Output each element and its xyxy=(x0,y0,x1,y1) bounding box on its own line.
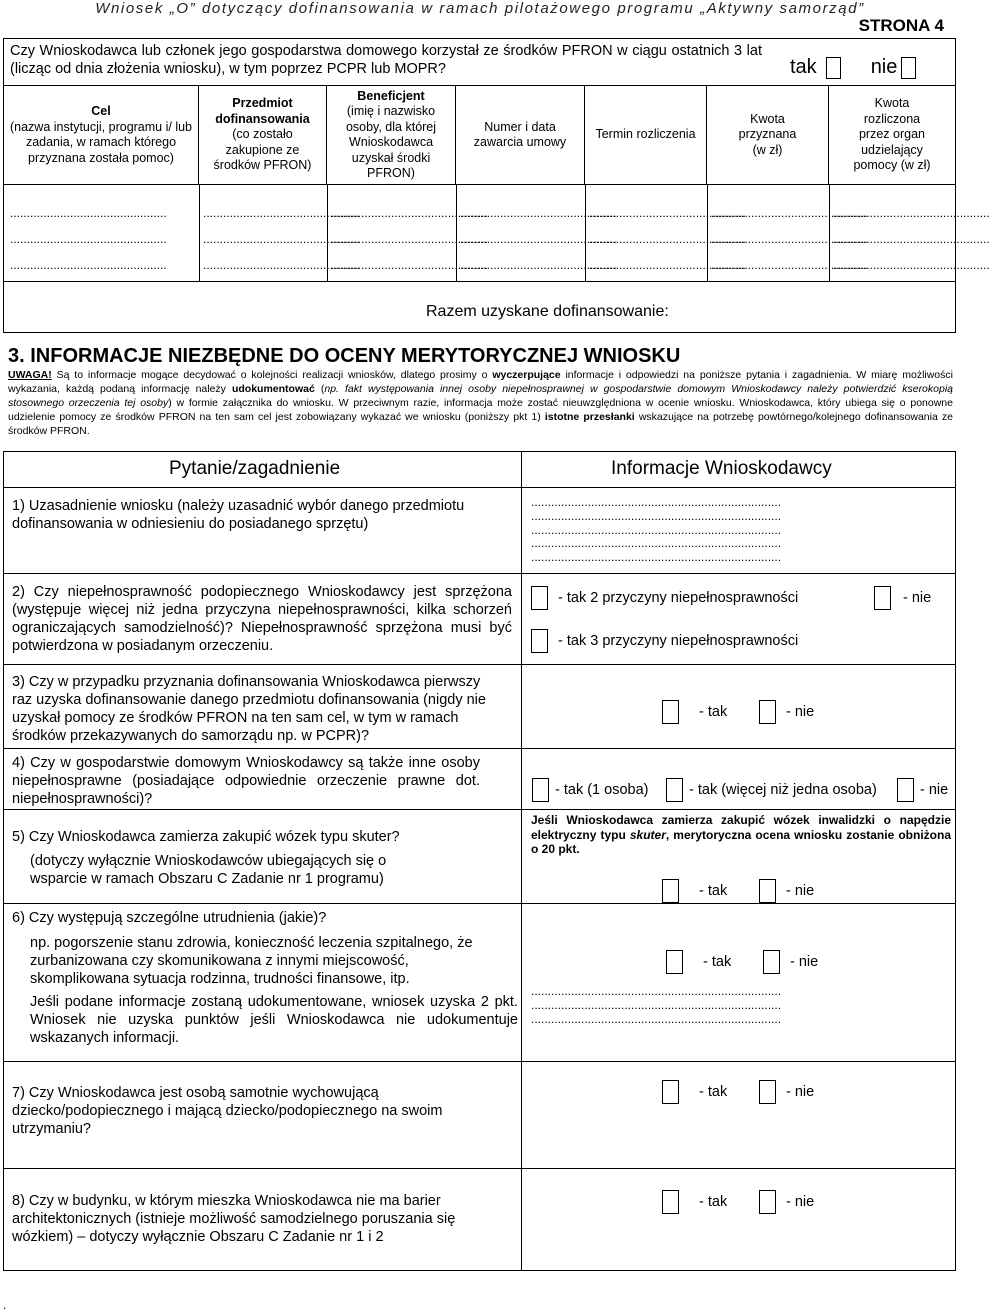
top-question-text: Czy Wnioskodawca lub członek jego gospodarstwa domowego korzystał ze środków PFRON w ciągu ostatnich 3 lat (licząc od dnia złożenia wniosku), w tym poprzez PCPR lub MOPR? xyxy=(10,43,762,77)
cel-entries[interactable]: ............................................... ............................................... ............................................... xyxy=(10,206,167,272)
q3-option-tak[interactable]: - tak xyxy=(662,700,727,724)
question-6-example: np. pogorszenie stanu zdrowia, konieczność leczenia szpitalnego, że zurbanizowana czy skomunikowana z innymi miejscowość, skomplikowana sytuacja rodzinna, trudności finansowe, itp. xyxy=(30,935,473,987)
checkbox[interactable] xyxy=(662,1080,679,1104)
no-checkbox[interactable] xyxy=(901,57,916,79)
q7-option-tak[interactable]: - tak xyxy=(662,1080,727,1104)
q2-option-nie[interactable]: - nie xyxy=(874,586,931,610)
top-question-box xyxy=(3,38,956,86)
total-label: Razem uzyskane dofinansowanie: xyxy=(426,303,669,320)
question-7: 7) Czy Wnioskodawca jest osobą samotnie wychowującą dziecko/podopiecznego i mającą dziecko/podopiecznego na swoim utrzymaniu? xyxy=(12,1085,443,1137)
column-header-przedmiot: Przedmiot dofinansowania (co zostało zakupione ze środków PFRON) xyxy=(199,86,327,184)
checkbox[interactable] xyxy=(531,586,548,610)
q8-option-tak[interactable]: - tak xyxy=(662,1190,727,1214)
kwota-przyznana-entries[interactable]: ............................................... ............................................... ............................................... xyxy=(711,206,868,272)
checkbox[interactable] xyxy=(662,700,679,724)
page-number: STRONA 4 xyxy=(858,16,944,35)
document-header: Wniosek „O” dotyczący dofinansowania w ramach pilotażowego programu „Aktywny samorząd” xyxy=(95,0,865,17)
q6-option-tak[interactable]: - tak xyxy=(666,950,731,974)
column-header-beneficjent: Beneficjent (imię i nazwisko osoby, dla której Wnioskodawca uzyskał środki PFRON) xyxy=(327,86,456,184)
przedmiot-entries[interactable]: ............................................... ............................................... ............................................... xyxy=(203,206,360,272)
section-title: 3. INFORMACJE NIEZBĘDNE DO OCENY MERYTORYCZNEJ WNIOSKU xyxy=(8,345,681,367)
checkbox[interactable] xyxy=(666,950,683,974)
q2-option-tak-3[interactable]: - tak 3 przyczyny niepełnosprawności xyxy=(531,629,798,653)
question-column-header: Pytanie/zagadnienie xyxy=(169,458,341,479)
checkbox[interactable] xyxy=(759,1190,776,1214)
q5-info: Jeśli Wnioskodawca zamierza zakupić wózek inwalidzki o napędzie elektryczny typu skuter, merytoryczna ocena wniosku zostanie obniżona o 20 pkt. xyxy=(531,813,951,856)
umowa-entries[interactable]: ............................................... ............................................... ............................................... xyxy=(460,206,617,272)
termin-entries[interactable]: ............................................... ............................................... ............................................... xyxy=(589,206,746,272)
kwota-rozliczona-entries[interactable]: ............................................... ............................................... ............................................... xyxy=(833,206,990,272)
question-5-note: (dotyczy wyłącznie Wnioskodawców ubiegających się o wsparcie w ramach Obszaru C Zadanie nr 1 programu) xyxy=(30,853,387,887)
section-notice: UWAGA! Są to informacje mogące decydować o kolejności realizacji wniosków, dlatego prosimy o wyczerpujące informacje i odpowiedzi na poniższe pytania i zagadnienia. W miarę możliwości wykazania, każdą podaną informację należy udokumentować (np. fakt występowania innej osoby niepełnosprawnej w gospodarstwie domowym Wnioskodawcy należy potwierdzić kserokopią stosownego orzeczenia tej osoby) w formie załącznika do wniosku. W przeciwnym razie, informacja może zostać nieuwzględniona w ocenie wniosku. Wnioskodawca, który ubiega się o ponowne udzielenie pomocy ze środków PFRON na ten sam cel jest zobowiązany wykazać we wniosku (poniższy pkt 1) istotne przesłanki wskazujące na potrzebę powtórnego/kolejnego dofinansowania ze środków PFRON. xyxy=(8,369,954,437)
checkbox[interactable] xyxy=(759,879,776,903)
top-question-options xyxy=(790,56,916,79)
column-title: Cel xyxy=(91,104,111,118)
beneficjent-entries[interactable]: ............................................... ............................................... ............................................... xyxy=(331,206,488,272)
checkbox[interactable] xyxy=(662,879,679,903)
question-8: 8) Czy w budynku, w którym mieszka Wnioskodawca nie ma barier architektonicznych (istnieje możliwość samodzielnego poruszania się wózkiem) – dotyczy wyłącznie Obszaru C Zadanie nr 1 i 2 xyxy=(12,1193,456,1245)
page-dot: . xyxy=(3,1298,7,1312)
q4-option-nie[interactable]: - nie xyxy=(897,778,948,802)
no-label: nie xyxy=(870,56,898,78)
column-header-cel: Cel (nazwa instytucji, programu i/ lub zadania, w ramach którego przyznana została pomoc) xyxy=(4,86,199,184)
checkbox[interactable] xyxy=(874,586,891,610)
q5-option-nie[interactable]: - nie xyxy=(759,879,814,903)
checkbox[interactable] xyxy=(531,629,548,653)
question-6-documentation: Jeśli podane informacje zostaną udokumentowane, wniosek uzyska 2 pkt. Wniosek nie uzyska punktów jeśli Wnioskodawca nie udokumentuje wskazanych informacji. xyxy=(30,994,518,1046)
q2-option-tak-2[interactable]: - tak 2 przyczyny niepełnosprawności xyxy=(531,586,798,610)
question-1: 1) Uzasadnienie wniosku (należy uzasadnić wybór danego przedmiotu dofinansowania w odniesieniu do posiadanego sprzętu) xyxy=(12,498,465,532)
column-header-kwota-rozliczona: Kwota rozliczona przez organ udzielający pomocy (w zł) xyxy=(853,96,931,173)
checkbox[interactable] xyxy=(532,778,549,802)
q6-option-nie[interactable]: - nie xyxy=(763,950,818,974)
q4-option-tak-wiecej[interactable]: - tak (więcej niż jedna osoba) xyxy=(666,778,877,802)
checkbox[interactable] xyxy=(759,1080,776,1104)
q4-option-tak-1[interactable]: - tak (1 osoba) xyxy=(532,778,649,802)
checkbox[interactable] xyxy=(666,778,683,802)
answer-1-input[interactable]: ........................................................................... ........................................................................... ........................................................................... ........................................................................... ........................................................................... xyxy=(531,495,782,565)
qa-table xyxy=(3,451,956,1271)
answer-6-input[interactable]: ........................................................................... ........................................................................... ........................................................................... xyxy=(531,984,782,1026)
question-5: 5) Czy Wnioskodawca zamierza zakupić wózek typu skuter? xyxy=(12,829,400,845)
q5-option-tak[interactable]: - tak xyxy=(662,879,727,903)
q3-option-nie[interactable]: - nie xyxy=(759,700,814,724)
question-3: 3) Czy w przypadku przyznania dofinansowania Wnioskodawca pierwszy raz uzyska dofinansowanie danego przedmiotu dofinansowania (nigdy nie uzyskał pomocy ze środków PFRON na ten sam cel, w tym w ramach środków przekazywanych do samorządu np. w PCPR)? xyxy=(12,674,486,744)
checkbox[interactable] xyxy=(759,700,776,724)
support-history-table xyxy=(3,85,990,333)
column-header-termin: Termin rozliczenia xyxy=(585,86,707,184)
question-4: 4) Czy w gospodarstwie domowym Wnioskodawcy są także inne osoby niepełnosprawne (posiadające odpowiednie orzeczenie prawne dot. niepełnosprawności)? xyxy=(12,755,480,807)
checkbox[interactable] xyxy=(763,950,780,974)
q7-option-nie[interactable]: - nie xyxy=(759,1080,814,1104)
column-header-kwota-przyznana: Kwota przyznana (w zł) xyxy=(707,86,829,184)
answer-column-header: Informacje Wnioskodawcy xyxy=(611,458,832,479)
yes-label: tak xyxy=(790,56,817,78)
question-2: 2) Czy niepełnosprawność podopiecznego Wnioskodawcy jest sprzężona (występuje więcej niż jedna przyczyna niepełnosprawności, kilka schorzeń ograniczających samodzielność)? Niepełnosprawność sprzężona musi być potwierdzona w posiadanym orzeczeniu. xyxy=(12,584,512,654)
checkbox[interactable] xyxy=(897,778,914,802)
column-header-umowa: Numer i data zawarcia umowy xyxy=(456,86,585,184)
checkbox[interactable] xyxy=(662,1190,679,1214)
question-6: 6) Czy występują szczególne utrudnienia (jakie)? xyxy=(12,910,327,926)
yes-checkbox[interactable] xyxy=(826,57,841,79)
q8-option-nie[interactable]: - nie xyxy=(759,1190,814,1214)
